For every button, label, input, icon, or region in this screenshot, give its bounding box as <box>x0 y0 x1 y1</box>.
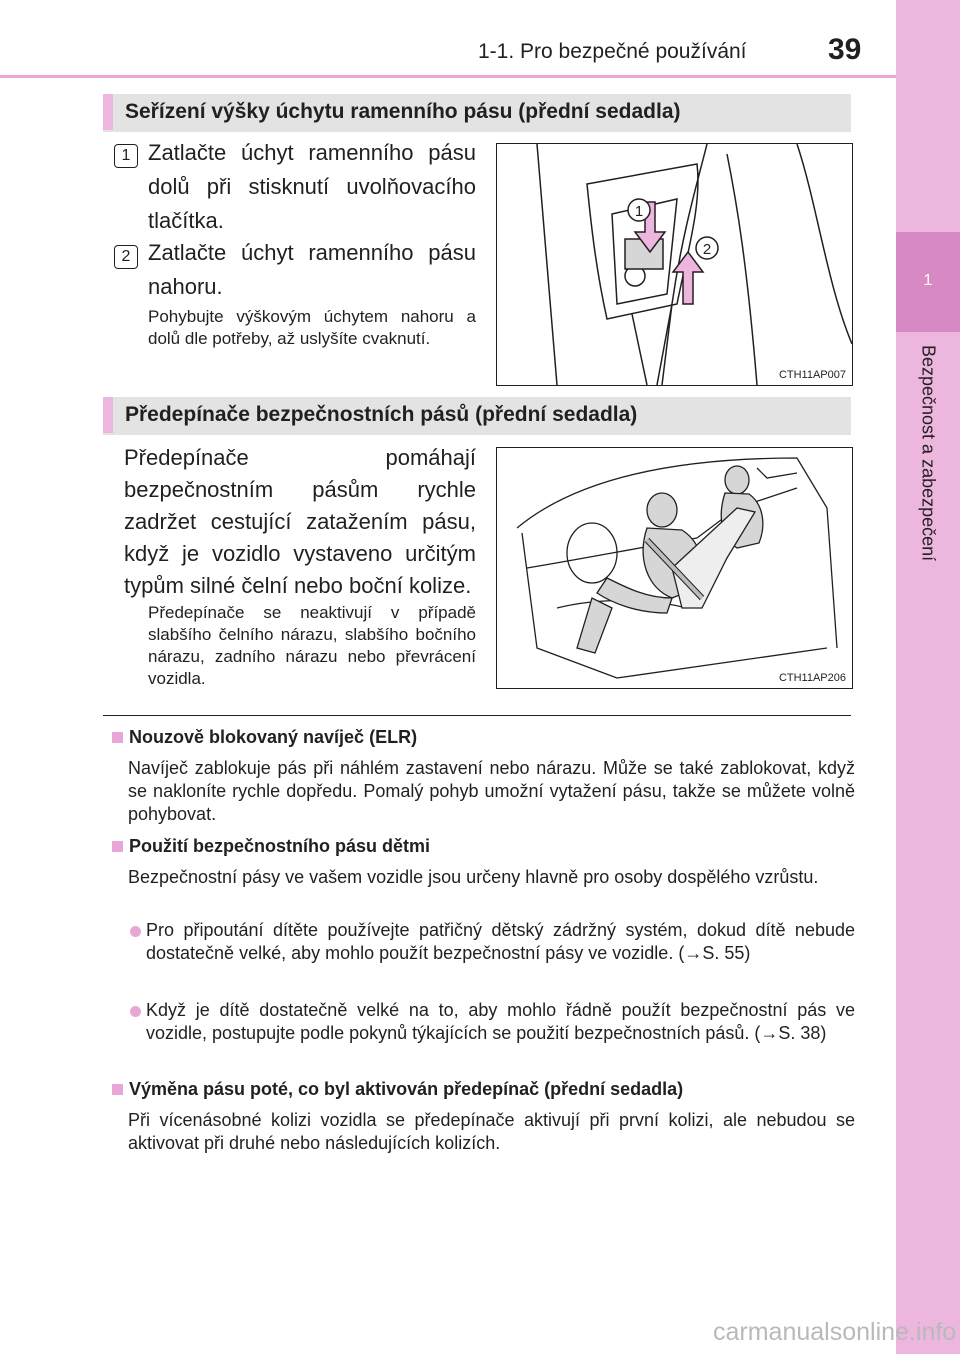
heading-underline <box>103 433 851 435</box>
step-number-2: 2 <box>114 245 138 269</box>
step-number-1: 1 <box>114 144 138 168</box>
square-bullet-icon <box>112 841 123 852</box>
pretensioner-note: Předepínače se neaktivují v případě slabšího čelního nárazu, slabšího bočního nárazu, zadního nárazu nebo převrácení vozidla. <box>148 603 476 688</box>
figure-code: CTH11AP007 <box>778 369 846 381</box>
note-body-children: Bezpečnostní pásy ve vašem vozidle jsou určeny hlavně pro osoby dospělého vzrůstu. <box>128 867 819 887</box>
note-heading-text: Výměna pásu poté, co byl aktivován předepínač (přední sedadla) <box>129 1079 684 1099</box>
running-header-title: 1-1. Pro bezpečné používání <box>478 40 747 63</box>
chapter-label <box>912 345 944 617</box>
section-heading-text: Předepínače bezpečnostních pásů (přední sedadla) <box>125 403 638 426</box>
note-body-elr: Navíječ zablokuje pás při náhlém zastavení nebo nárazu. Může se také zablokovat, když se nakloníte rychle dopředu. Pomalý pohyb umožní vytažení pásu, takže se můžete volně pohybovat. <box>128 758 855 824</box>
round-bullet-icon <box>130 1006 141 1017</box>
note-heading-text: Nouzově blokovaný navíječ (ELR) <box>129 727 418 747</box>
chapter-sidebar <box>896 0 960 1354</box>
shoulder-anchor-illustration <box>497 144 852 385</box>
chapter-label-text: Bezpečnost a zabezpečení <box>918 345 939 562</box>
figure-code: CTH11AP206 <box>778 672 846 684</box>
note-heading-children <box>112 836 430 857</box>
heading-accent-bar <box>103 94 113 130</box>
shoulder-anchor-figure <box>496 143 853 386</box>
chapter-number: 1 <box>923 272 933 289</box>
step-text-2: Zatlačte úchyt ramenního pásu nahoru. <box>148 240 476 299</box>
section-heading-pretensioners <box>103 397 851 433</box>
pretensioner-figure <box>496 447 853 689</box>
pretensioner-description: Předepínače pomáhají bezpečnostním pásům rychle zadržet cestující zatažením pásu, když je vozidlo vystaveno určitým typům silné čelní nebo boční kolize. <box>124 445 476 598</box>
round-bullet-icon <box>130 926 141 937</box>
section-divider <box>103 715 851 716</box>
callout-2: 2 <box>702 241 712 258</box>
note-heading-text: Použití bezpečnostního pásu dětmi <box>129 836 431 856</box>
bullet-older-child: Když je dítě dostatečně velké na to, aby mohlo řádně použít bezpečnostní pás ve vozidle, postupujte podle pokynů týkajících se použití bezpečnostních pásů. (→S. 38) <box>146 1000 855 1043</box>
bullet-child-restraint: Pro připoutání dítěte používejte patřičný dětský zádržný systém, dokud dítě nebude dostatečně velké, aby mohlo použít bezpečnostní pásy ve vozidle. (→S. 55) <box>146 920 855 963</box>
vehicle-interior-illustration <box>497 448 852 688</box>
note-body-replacement: Při vícenásobné kolizi vozidla se předepínače aktivují při první kolizi, ale nebudou se aktivovat při druhé nebo následujících kolizích. <box>128 1110 855 1153</box>
heading-accent-bar <box>103 397 113 433</box>
note-heading-replacement <box>112 1079 683 1100</box>
page-number: 39 <box>828 33 862 66</box>
header-rule <box>0 75 896 78</box>
section-heading-text: Seřízení výšky úchytu ramenního pásu (přední sedadla) <box>125 100 681 123</box>
callout-1: 1 <box>634 203 644 220</box>
note-heading-elr <box>112 727 417 748</box>
square-bullet-icon <box>112 1084 123 1095</box>
section-heading-shoulder-anchor <box>103 94 851 130</box>
step-text-1: Zatlačte úchyt ramenního pásu dolů při stisknutí uvolňovacího tlačítka. <box>148 140 476 233</box>
adjuster-note: Pohybujte výškovým úchytem nahoru a dolů dle potřeby, až uslyšíte cvaknutí. <box>148 307 476 348</box>
square-bullet-icon <box>112 732 123 743</box>
heading-underline <box>103 130 851 132</box>
watermark: carmanualsonline.info <box>713 1318 957 1346</box>
